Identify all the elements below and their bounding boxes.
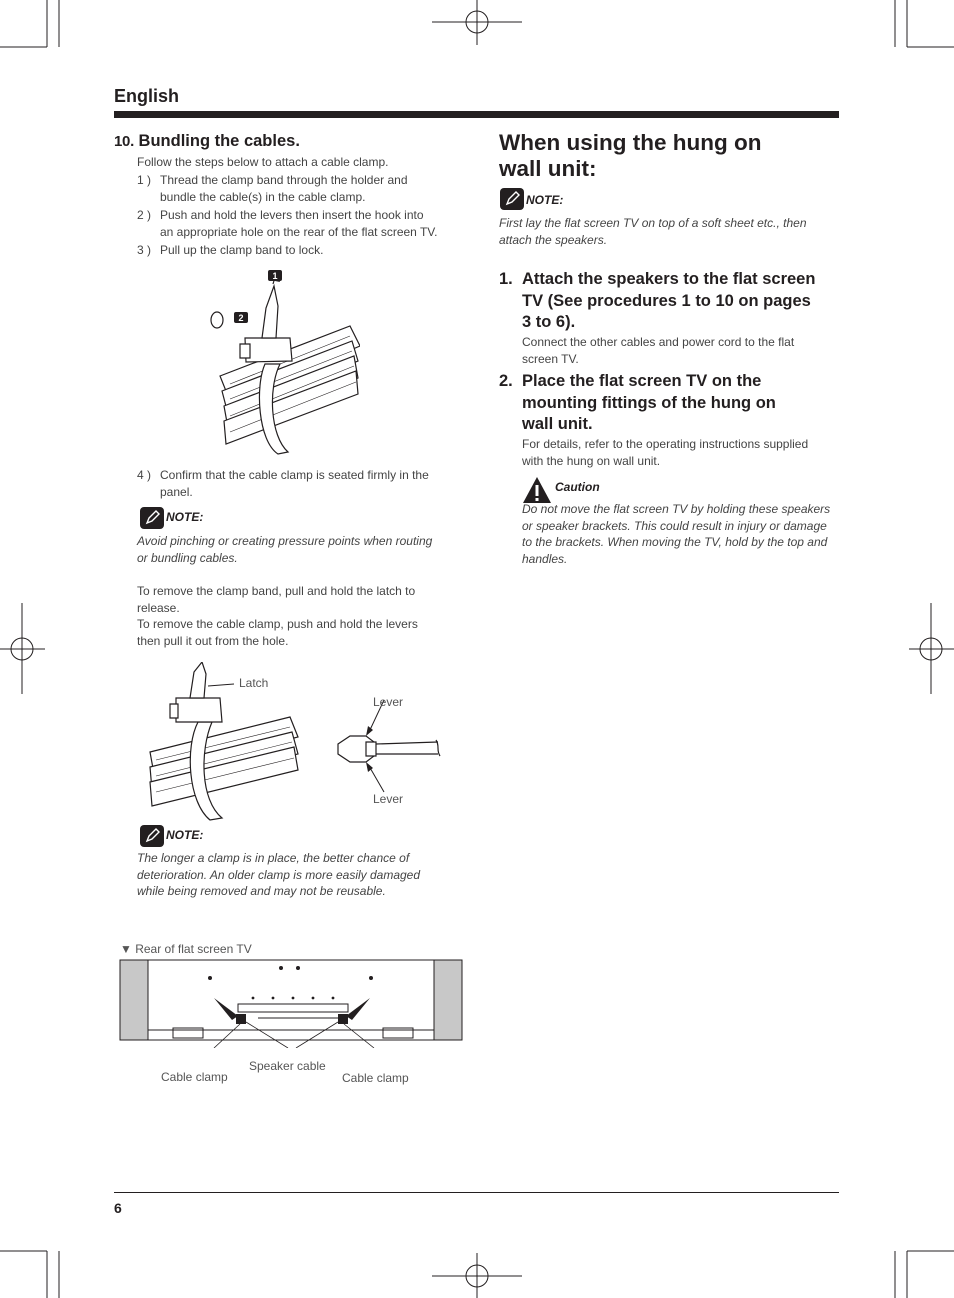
list-item [137,242,457,259]
step-10-intro: Follow the steps below to attach a cable clamp. [137,155,389,169]
step-10-title: Bundling the cables. [138,132,300,150]
list-item-number: 1 ) [137,173,152,187]
footer-rule [114,1192,839,1193]
cable-clamp-attach-figure [200,266,360,456]
step-number: 2. [499,372,513,390]
note-label: NOTE: [166,510,204,524]
cable-clamp-left-label: Cable clamp [161,1070,228,1084]
latch-label: Latch [239,676,269,690]
lever-bottom-label: Lever [373,792,404,806]
note-icon [500,188,524,210]
list-item-number: 4 ) [137,468,152,482]
rear-figure-caption: ▼ Rear of flat screen TV [120,942,252,956]
step-1-description: Connect the other cables and power cord to the flat screen TV. [522,335,795,366]
note-text: First lay the flat screen TV on top of a soft sheet etc., then attach the speakers. [499,216,807,247]
list-item-text: Confirm that the cable clamp is seated firmly in the [160,468,429,482]
section-title: When using the hung on wall unit: [499,130,762,181]
tv-rear-figure [118,958,464,1048]
list-item-number: 3 ) [137,243,152,257]
page-number: 6 [114,1200,122,1216]
step-2-description: For details, refer to the operating instructions supplied with the hung on wall unit. [522,437,809,468]
header-bar [114,111,839,118]
step-title: Place the flat screen TV on the [522,372,762,390]
step-badge-1-label: 1 [272,271,278,281]
step-2: 2. Place the flat screen TV on the mounting fittings of the hung on wall unit. [499,372,776,433]
list-item [137,172,457,206]
list-item [137,207,457,241]
list-item-text: Thread the clamp band through the holder and [160,173,408,187]
removal-instructions: To remove the clamp band, pull and hold the latch to release. To remove the cable clamp, push and hold the levers then pull it out from the hole. [137,584,418,648]
step-number: 1. [499,270,513,288]
step-10-number: 10. [114,133,134,150]
list-item-text: bundle the cable(s) in the cable clamp. [160,189,366,204]
cable-clamp-removal-figure [140,662,450,822]
note-text: The longer a clamp is in place, the better chance of deterioration. An older clamp is more easily damaged while being removed and may not be reusable. [137,851,421,898]
step-10-heading [114,132,300,151]
lever-top-label: Lever [373,695,404,709]
cable-clamp-right-label: Cable clamp [342,1071,409,1085]
caution-label: Caution [555,480,600,494]
language-heading: English [114,86,180,106]
list-item-text: an appropriate hole on the rear of the flat screen TV. [160,224,438,239]
list-item [137,467,457,501]
caution-icon [522,476,552,504]
list-item-number: 2 ) [137,208,152,222]
note-label: NOTE: [166,828,204,842]
list-item-text: Pull up the clamp band to lock. [160,243,324,257]
caution-text: Do not move the flat screen TV by holding these speakers or speaker brackets. This could result in injury or damage to the brackets. When moving the TV, hold by the top and handles. [522,502,831,566]
note-icon [140,507,164,529]
step-1: 1. Attach the speakers to the flat screen TV (See procedures 1 to 10 on pages 3 to 6). [499,270,816,331]
step-title: Attach the speakers to the flat screen [522,270,816,288]
note-label: NOTE: [526,193,564,207]
list-item-text: panel. [160,484,193,499]
note-icon [140,825,164,847]
step-badge-2-label: 2 [238,313,244,323]
list-item-text: Push and hold the levers then insert the hook into [160,208,424,222]
speaker-cable-label: Speaker cable [249,1059,326,1073]
note-text: Avoid pinching or creating pressure points when routing or bundling cables. [137,534,433,565]
